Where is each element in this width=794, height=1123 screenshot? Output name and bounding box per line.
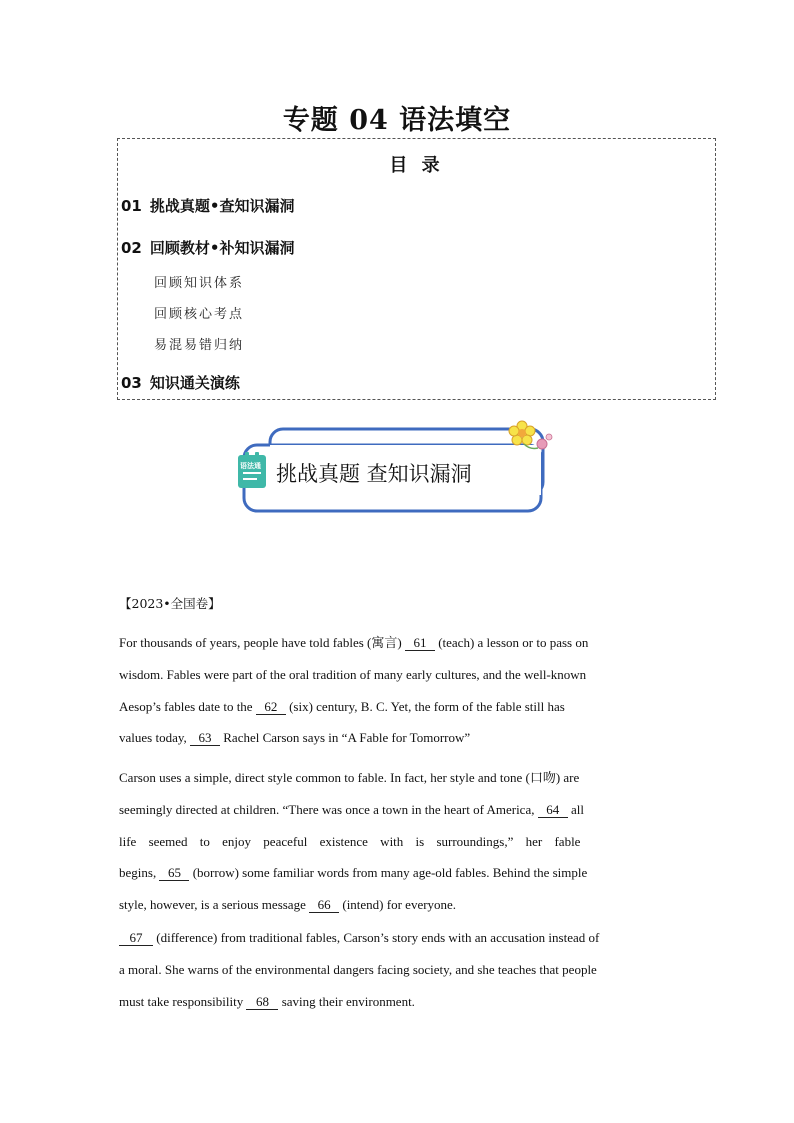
source-label: 【2023•全国卷】	[119, 596, 221, 611]
text-line: must take responsibility 68 saving their environment.	[119, 993, 415, 1009]
toc-subitem[interactable]: 回顾核心考点	[154, 307, 245, 322]
passage-paragraph-2	[119, 762, 674, 921]
text-line: values today, 63 Rachel Carson says in “A Fable for Tomorrow”	[119, 730, 471, 746]
text-line: Aesop’s fables date to the 62 (six) century, B. C. Yet, the form of the fable still has	[119, 698, 565, 714]
blank-65[interactable]: 65	[159, 865, 189, 881]
toc-subitem[interactable]: 回顾知识体系	[154, 276, 245, 291]
toc-item-03[interactable]: 03 知识通关演练	[121, 374, 240, 392]
toc-item-02[interactable]: 02 回顾教材•补知识漏洞	[121, 239, 295, 257]
text-line: begins, 65 (borrow) some familiar words from many age-old fables. Behind the simple	[119, 865, 588, 881]
blank-64[interactable]: 64	[538, 802, 568, 818]
badge-label: 语法通	[240, 462, 261, 470]
blank-67[interactable]: 67	[119, 930, 153, 946]
toc-item-01[interactable]: 01 挑战真题•查知识漏洞	[121, 197, 295, 215]
blank-63[interactable]: 63	[190, 730, 220, 746]
text-line: life seemed to enjoy peaceful existence with is surroundings,” her fable	[119, 833, 581, 849]
section-banner	[234, 420, 558, 520]
passage-paragraph-3	[119, 922, 674, 1017]
blank-61[interactable]: 61	[405, 635, 435, 651]
notebook-badge-icon	[236, 452, 270, 490]
passage-paragraph-1	[119, 627, 674, 754]
text-line: 67 (difference) from traditional fables, Carson’s story ends with an accusation instead of	[119, 922, 674, 954]
text-line: Carson uses a simple, direct style common to fable. In fact, her style and tone (口吻) are	[119, 770, 580, 785]
text-line: For thousands of years, people have told fables (寓言) 61 (teach) a lesson or to pass on	[119, 635, 589, 650]
banner-title: 挑战真题 查知识漏洞	[276, 462, 472, 486]
text-line: wisdom. Fables were part of the oral tradition of many early cultures, and the well-known	[119, 666, 587, 682]
text-line: a moral. She warns of the environmental dangers facing society, and she teaches that people	[119, 961, 597, 977]
blank-68[interactable]: 68	[246, 994, 278, 1010]
text-line: seemingly directed at children. “There was once a town in the heart of America, 64 all	[119, 801, 584, 817]
flower-icon	[504, 420, 556, 460]
toc-heading: 目 录	[389, 155, 444, 176]
toc-subitem[interactable]: 易混易错归纳	[154, 338, 245, 353]
blank-62[interactable]: 62	[256, 699, 286, 715]
table-of-contents	[117, 138, 716, 400]
page-title: 专题 04 语法填空	[282, 105, 512, 136]
text-line: style, however, is a serious message 66 (intend) for everyone.	[119, 897, 457, 913]
blank-66[interactable]: 66	[309, 897, 339, 913]
